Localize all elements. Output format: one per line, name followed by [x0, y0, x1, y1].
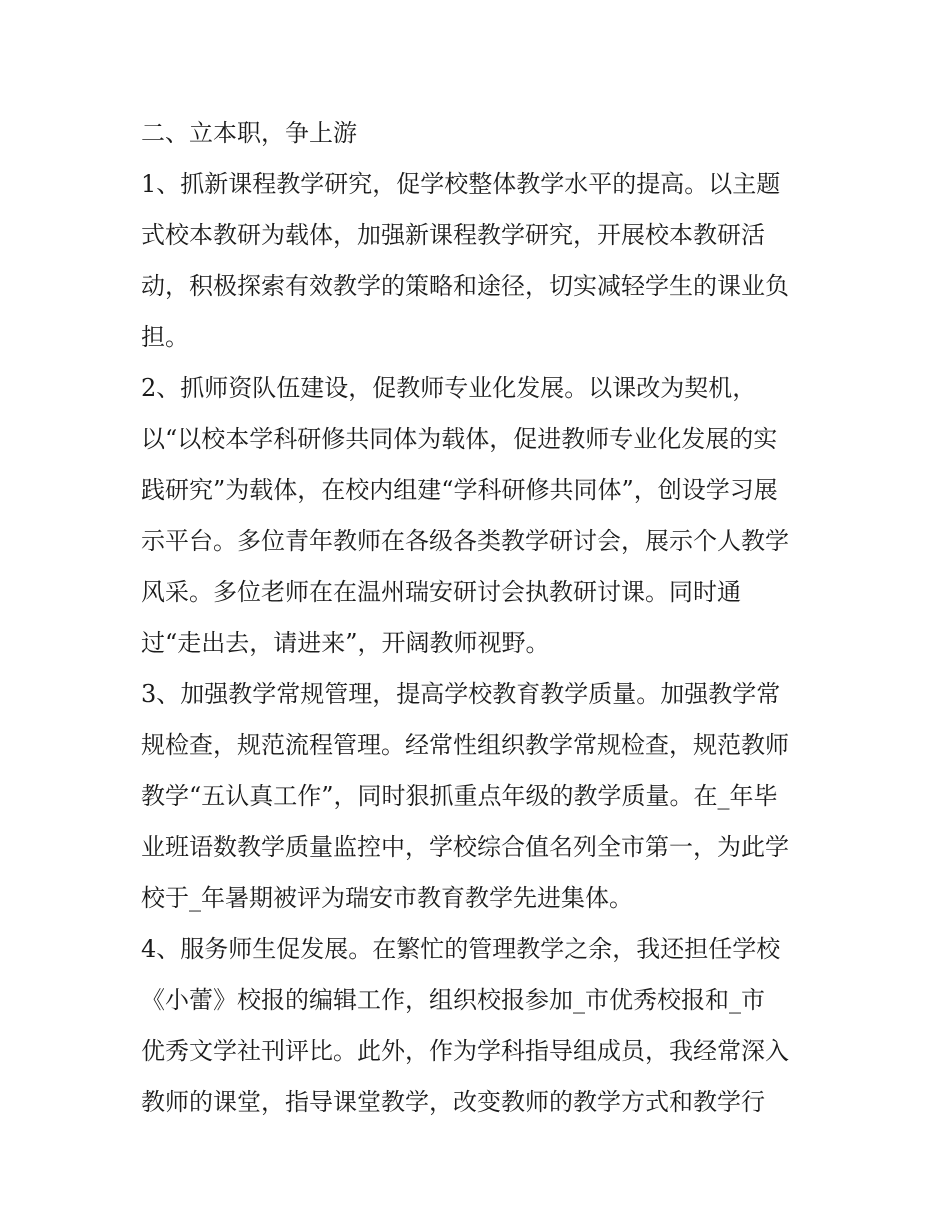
paragraph-line: 2、抓师资队伍建设，促教师专业化发展。以课改为契机，	[141, 374, 757, 402]
paragraph-line: 校于_年暑期被评为瑞安市教育教学先进集体。	[141, 884, 633, 912]
document-body	[141, 108, 821, 1128]
paragraph-line: 优秀文学社刊评比。此外，作为学科指导组成员，我经常深入	[141, 1037, 789, 1065]
paragraph-line: 1、抓新课程教学研究，促学校整体教学水平的提高。以主题	[141, 170, 781, 198]
paragraph-line: 担。	[141, 323, 189, 351]
paragraph-line: 业班语数教学质量监控中，学校综合值名列全市第一，为此学	[141, 833, 789, 861]
paragraph-line: 过“走出去，请进来”，开阔教师视野。	[141, 629, 550, 657]
section-heading: 二、立本职，争上游	[141, 119, 357, 147]
paragraph-line: 教学“五认真工作”，同时狠抓重点年级的教学质量。在_年毕	[141, 782, 778, 810]
paragraph-line: 以“以校本学科研修共同体为载体，促进教师专业化发展的实	[141, 425, 778, 453]
paragraph-line: 教师的课堂，指导课堂教学，改变教师的教学方式和教学行	[141, 1088, 765, 1116]
paragraph-line: 风采。多位老师在在温州瑞安研讨会执教研讨课。同时通	[141, 578, 741, 606]
paragraph-line: 示平台。多位青年教师在各级各类教学研讨会，展示个人教学	[141, 527, 789, 555]
paragraph-line: 4、服务师生促发展。在繁忙的管理教学之余，我还担任学校	[141, 935, 781, 963]
paragraph-line: 动，积极探索有效教学的策略和途径，切实减轻学生的课业负	[141, 272, 789, 300]
paragraph-line: 规检查，规范流程管理。经常性组织教学常规检查，规范教师	[141, 731, 789, 759]
paragraph-line: 3、加强教学常规管理，提高学校教育教学质量。加强教学常	[141, 680, 781, 708]
paragraph-line: 践研究”为载体，在校内组建“学科研修共同体”，创设学习展	[141, 476, 778, 504]
paragraph-line: 式校本教研为载体，加强新课程教学研究，开展校本教研活	[141, 221, 765, 249]
paragraph-line: 《小蕾》校报的编辑工作，组织校报参加_市优秀校报和_市	[141, 986, 765, 1014]
